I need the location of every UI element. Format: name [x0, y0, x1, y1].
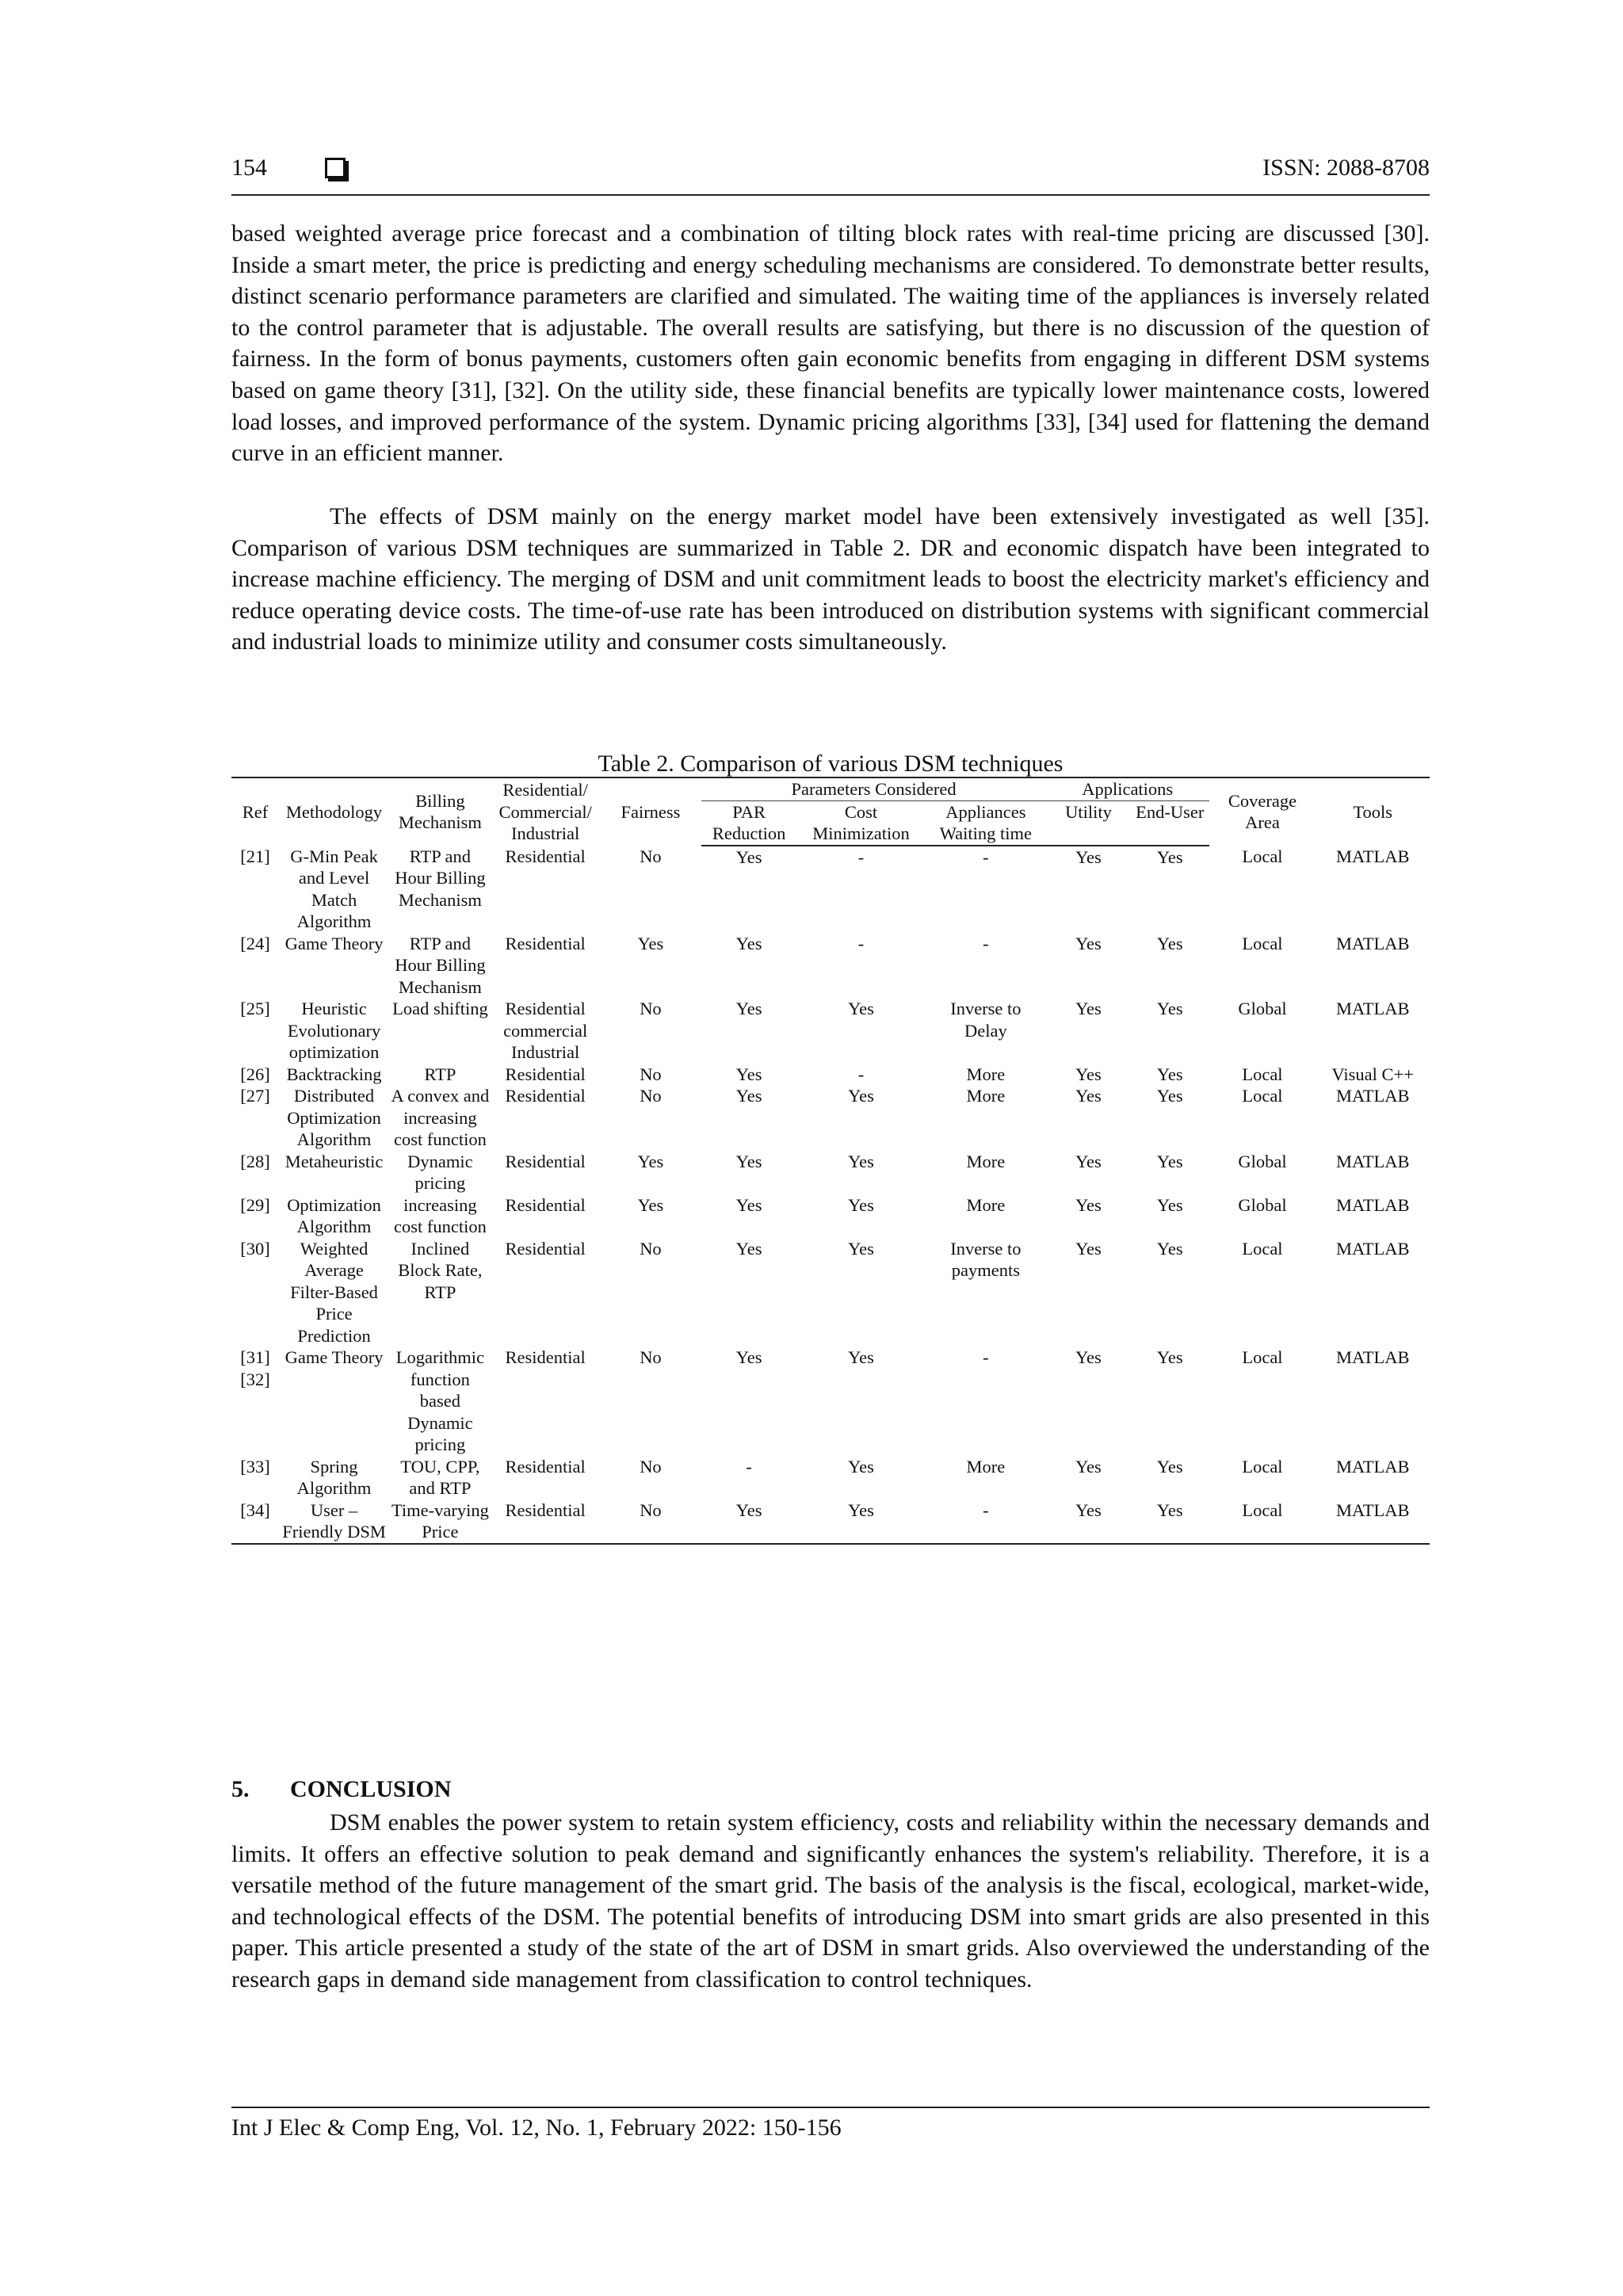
- cell-method: G-Min Peak and Level Match Algorithm: [290, 846, 378, 931]
- cell-cov: Local: [1242, 1238, 1283, 1259]
- cell-cost: Yes: [848, 1194, 874, 1215]
- body-paragraph-1: based weighted average price forecast and a combination of tilting block rates with real-time pricing are discussed [30]. Inside a smart meter, the price is predicting and energy scheduling mechanisms are considered. To demonstrate better results, distinct scenario performance parameters are clarified and simulated. The waiting time of the appliances is inversely related to the control parameter that is adjustable. The overall results are satisfying, but there is no discussion of the question of fairness. In the form of bonus payments, customers often gain economic benefits from engaging in different DSM systems based on game theory [31], [32]. On the utility side, these financial benefits are typically lower maintenance costs, lowered load losses, and improved performance of the system. Dynamic pricing algorithms [33], [34] used for flattening the demand curve in an efficient manner.: [231, 220, 1430, 467]
- header-group-parameters: Parameters Considered: [701, 777, 1046, 800]
- table-row: [231, 933, 1430, 999]
- cell-wait: Inverse to Delay: [950, 999, 1022, 1041]
- cell-billing: A convex and increasing cost function: [391, 1086, 490, 1149]
- cell-wait: More: [966, 1456, 1006, 1477]
- cell-sector: Residential: [491, 1499, 600, 1544]
- cell-cost: Yes: [848, 1456, 874, 1477]
- cell-tools: MATLAB: [1335, 933, 1410, 953]
- table-row: [231, 998, 1430, 1064]
- table-row: [231, 1085, 1430, 1151]
- cell-tools: MATLAB: [1335, 1347, 1410, 1367]
- cell-fair: No: [640, 1456, 662, 1477]
- cell-par: Yes: [735, 1194, 762, 1215]
- table-row: [231, 1238, 1430, 1347]
- cell-end: Yes: [1156, 1086, 1183, 1106]
- cell-method: Weighted Average Filter-Based Price Prediction: [290, 1238, 378, 1346]
- table-row: [231, 846, 1430, 933]
- table-row: [231, 1456, 1430, 1499]
- cell-method: Distributed Optimization Algorithm: [287, 1086, 381, 1149]
- cell-cost: Yes: [848, 1347, 874, 1367]
- cell-tools: MATLAB: [1335, 1086, 1410, 1106]
- cell-sector: Residential: [505, 1238, 586, 1259]
- cell-par: Yes: [735, 846, 762, 867]
- cell-util: Yes: [1046, 1499, 1131, 1544]
- comparison-table: [231, 777, 1430, 1545]
- cell-end: Yes: [1156, 1347, 1183, 1367]
- page-footer: [231, 2107, 1430, 2141]
- header-group-applications: Applications: [1046, 777, 1209, 800]
- cell-cov: Local: [1242, 846, 1283, 866]
- cell-fair: Yes: [637, 1151, 664, 1171]
- cell-method: Backtracking: [286, 1064, 382, 1084]
- cell-par: Yes: [735, 1151, 762, 1171]
- cell-cov: Local: [1242, 1064, 1283, 1084]
- cell-fair: No: [640, 1064, 662, 1084]
- cell-cost: Yes: [848, 999, 874, 1018]
- cell-ref: [28]: [240, 1151, 270, 1171]
- cell-end: Yes: [1156, 1456, 1183, 1477]
- cell-par: -: [746, 1456, 752, 1477]
- cell-end: Yes: [1156, 1064, 1183, 1084]
- cell-tools: MATLAB: [1335, 1151, 1410, 1171]
- header-coverage: Coverage Area: [1209, 777, 1316, 846]
- footer-citation: Int J Elec & Comp Eng, Vol. 12, No. 1, February 2022: 150-156: [231, 2115, 842, 2141]
- cell-billing: Load shifting: [392, 999, 488, 1018]
- cell-util: Yes: [1075, 1194, 1102, 1215]
- cell-wait: -: [983, 846, 989, 867]
- cell-tools: Visual C++: [1331, 1064, 1414, 1084]
- cell-wait: -: [983, 1347, 989, 1367]
- cell-cov: Global: [1238, 999, 1287, 1018]
- table-title: Table 2. Comparison of various DSM techniques: [598, 751, 1064, 777]
- cell-cov: Global: [1238, 1194, 1287, 1215]
- cell-billing: RTP and Hour Billing Mechanism: [395, 846, 486, 910]
- cell-method: Game Theory: [285, 1347, 384, 1367]
- cell-util: Yes: [1075, 1086, 1102, 1106]
- cell-end: Yes: [1156, 999, 1183, 1018]
- cell-fair: No: [600, 1499, 701, 1544]
- header-par: PAR Reduction: [701, 800, 796, 846]
- cell-wait: More: [966, 1086, 1006, 1106]
- cell-util: Yes: [1075, 933, 1102, 953]
- cell-billing: Inclined Block Rate, RTP: [398, 1238, 483, 1302]
- cell-billing: TOU, CPP, and RTP: [400, 1456, 480, 1498]
- cell-util: Yes: [1075, 1151, 1102, 1171]
- cell-ref: [26]: [240, 1064, 270, 1084]
- header-cost: Cost Minimization: [796, 800, 926, 846]
- cell-tools: MATLAB: [1335, 846, 1410, 866]
- cell-cost: Yes: [848, 1086, 874, 1106]
- table-row: [231, 1064, 1430, 1086]
- cell-cost: -: [857, 1064, 865, 1084]
- cell-tools: MATLAB: [1335, 1238, 1410, 1259]
- cell-method: Metaheuristic: [285, 1151, 384, 1171]
- section-number: 5.: [231, 1776, 250, 1802]
- header-enduser: End-User: [1131, 800, 1209, 846]
- cell-cov: Global: [1238, 1151, 1287, 1171]
- cell-method: Heuristic Evolutionary optimization: [287, 999, 381, 1062]
- cell-wait: More: [966, 1194, 1006, 1215]
- cell-util: Yes: [1075, 1238, 1102, 1259]
- body-paragraph-2: The effects of DSM mainly on the energy market model have been extensively investigated as well [35]. Comparison of various DSM techniques are summarized in Table 2. DR and economic dispatch have been integrated to increase machine efficiency. The merging of DSM and unit commitment leads to boost the electricity market's efficiency and reduce operating device costs. The time-of-use rate has been introduced on distribution systems with significant commercial and industrial loads to minimize utility and consumer costs simultaneously.: [231, 503, 1430, 655]
- cell-wait: -: [926, 1499, 1046, 1544]
- cell-fair: No: [640, 1347, 662, 1367]
- cell-fair: Yes: [637, 933, 664, 953]
- page-number: 154: [231, 155, 267, 181]
- cell-wait: Inverse to payments: [950, 1238, 1022, 1280]
- header-fairness: Fairness: [600, 777, 701, 846]
- cell-cost: Yes: [796, 1499, 926, 1544]
- header-methodology: Methodology: [279, 777, 389, 846]
- table-row: [231, 1151, 1430, 1194]
- cell-par: Yes: [735, 999, 762, 1018]
- cell-billing: increasing cost function: [393, 1194, 487, 1236]
- table-body: [231, 846, 1430, 1544]
- cell-par: Yes: [735, 1238, 762, 1259]
- cell-tools: MATLAB: [1335, 1456, 1410, 1477]
- header-utility: Utility: [1046, 800, 1131, 846]
- cell-ref: [25]: [240, 999, 270, 1018]
- cell-billing: Logarithmic function based Dynamic pricing: [395, 1347, 484, 1454]
- cell-par: Yes: [735, 1086, 762, 1106]
- cell-cost: -: [857, 933, 865, 953]
- cell-wait: More: [966, 1064, 1006, 1084]
- cell-ref: [21]: [240, 846, 270, 866]
- header-tools: Tools: [1316, 777, 1430, 846]
- cell-cost: -: [857, 846, 865, 867]
- conclusion-heading: [231, 1776, 451, 1803]
- cell-cost: Yes: [848, 1238, 874, 1259]
- cell-cov: Local: [1242, 933, 1283, 953]
- table-row: [231, 1347, 1430, 1456]
- cell-billing: Time-varying Price: [389, 1499, 491, 1544]
- cell-par: Yes: [735, 1064, 762, 1084]
- cell-sector: Residential: [505, 1151, 586, 1171]
- cell-tools: MATLAB: [1335, 1194, 1410, 1215]
- cell-cov: Local: [1242, 1347, 1283, 1367]
- cell-sector: Residential: [505, 1456, 586, 1477]
- cell-ref: [29]: [240, 1194, 270, 1215]
- cell-util: Yes: [1075, 1456, 1102, 1477]
- cell-end: Yes: [1156, 846, 1183, 867]
- cell-sector: Residential: [505, 846, 586, 866]
- cell-sector: Residential: [505, 933, 586, 953]
- cell-par: Yes: [735, 933, 762, 953]
- cell-par: Yes: [735, 1347, 762, 1367]
- section-title: CONCLUSION: [290, 1776, 452, 1802]
- table-header-group-row: [231, 777, 1430, 800]
- cell-util: Yes: [1075, 846, 1102, 867]
- cell-tools: MATLAB: [1316, 1499, 1430, 1544]
- table-row: [231, 1194, 1430, 1238]
- cell-util: Yes: [1075, 1064, 1102, 1084]
- page-header: [231, 155, 1430, 196]
- header-billing: Billing Mechanism: [389, 777, 491, 846]
- cell-sector: Residential commercial Industrial: [503, 999, 588, 1062]
- cell-cost: Yes: [848, 1151, 874, 1171]
- cell-cov: Local: [1209, 1499, 1316, 1544]
- cell-par: Yes: [701, 1499, 796, 1544]
- cell-ref: [24]: [240, 933, 270, 953]
- cell-cov: Local: [1242, 1086, 1283, 1106]
- issn: ISSN: 2088-8708: [1262, 155, 1430, 181]
- cell-util: Yes: [1075, 999, 1102, 1018]
- cell-billing: RTP: [424, 1064, 456, 1084]
- cell-tools: MATLAB: [1335, 999, 1410, 1018]
- cell-end: Yes: [1156, 1238, 1183, 1259]
- cell-fair: No: [640, 846, 662, 866]
- cell-fair: No: [640, 1086, 662, 1106]
- cell-sector: Residential: [505, 1086, 586, 1106]
- table-row: [231, 1499, 1430, 1544]
- cell-end: Yes: [1131, 1499, 1209, 1544]
- cell-wait: More: [966, 1151, 1006, 1171]
- cell-ref: [34]: [231, 1499, 279, 1544]
- header-ref: Ref: [231, 777, 279, 846]
- cell-end: Yes: [1156, 1151, 1183, 1171]
- cell-fair: No: [640, 999, 662, 1018]
- cell-billing: RTP and Hour Billing Mechanism: [395, 933, 486, 997]
- cell-ref: [31] [32]: [240, 1347, 270, 1389]
- cell-end: Yes: [1156, 933, 1183, 953]
- cell-util: Yes: [1075, 1347, 1102, 1367]
- cell-fair: No: [640, 1238, 662, 1259]
- header-sector: Residential/ Commercial/ Industrial: [491, 777, 600, 846]
- cell-ref: [27]: [240, 1086, 270, 1106]
- conclusion-paragraph: DSM enables the power system to retain system efficiency, costs and reliability within the necessary demands and limits. It offers an effective solution to peak demand and significantly enhances the system's reliability. Therefore, it is a versatile method of the future management of the smart grid. The basis of the analysis is the fiscal, ecological, market-wide, and technological effects of the DSM. The potential benefits of introducing DSM into smart grids are also presented in this paper. This article presented a study of the state of the art of DSM in smart grids. Also overviewed the understanding of the research gaps in demand side management from classification to control techniques.: [231, 1809, 1430, 1992]
- cell-method: Spring Algorithm: [296, 1456, 372, 1498]
- header-waiting: Appliances Waiting time: [926, 800, 1046, 846]
- cell-sector: Residential: [505, 1347, 586, 1367]
- cell-end: Yes: [1156, 1194, 1183, 1215]
- cell-wait: -: [983, 933, 989, 953]
- cell-cov: Local: [1242, 1456, 1283, 1477]
- cell-ref: [30]: [240, 1238, 270, 1259]
- cell-billing: Dynamic pricing: [407, 1151, 473, 1193]
- cell-method: User – Friendly DSM: [279, 1499, 389, 1544]
- cell-method: Optimization Algorithm: [287, 1194, 381, 1236]
- cell-sector: Residential: [505, 1194, 586, 1215]
- header-box-icon: [325, 158, 346, 178]
- cell-sector: Residential: [505, 1064, 586, 1084]
- cell-fair: Yes: [637, 1194, 664, 1215]
- cell-method: Game Theory: [285, 933, 384, 953]
- cell-ref: [33]: [240, 1456, 270, 1477]
